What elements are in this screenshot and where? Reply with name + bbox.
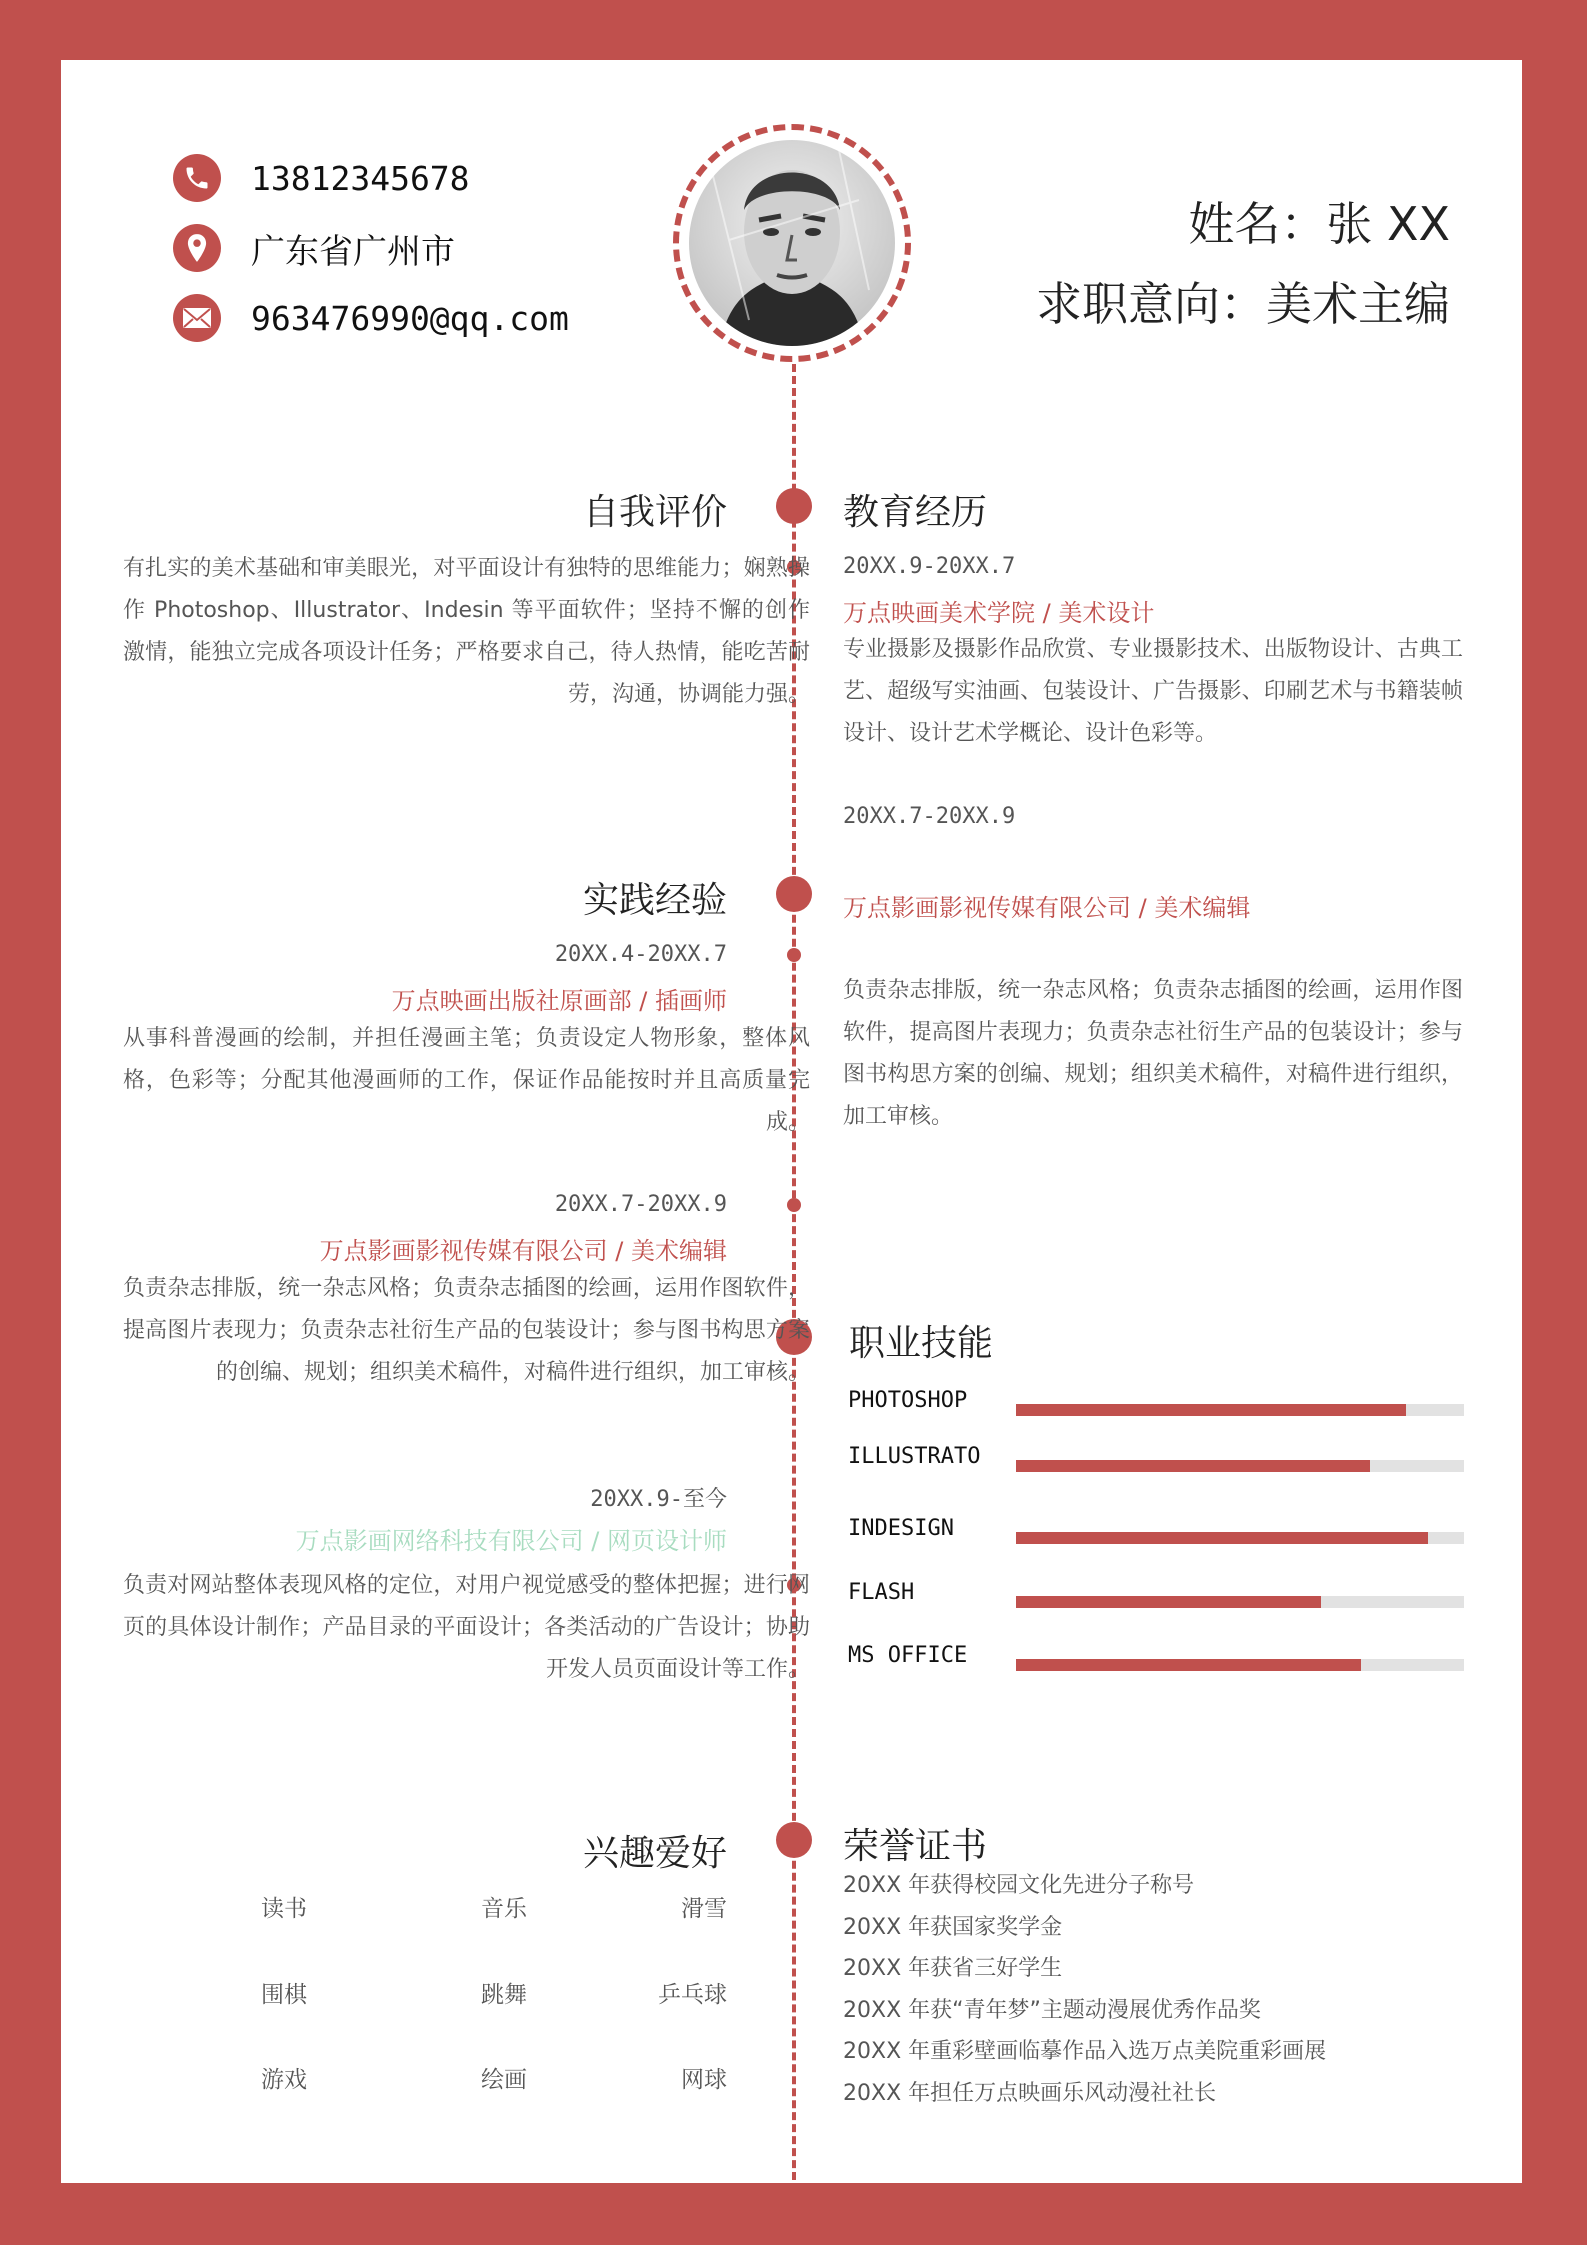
contact-phone xyxy=(173,153,470,203)
education-title: 教育经历 xyxy=(843,492,988,533)
portrait-photo xyxy=(689,140,895,346)
practice-desc: 从事科普漫画的绘制，并担任漫画主笔；负责设定人物形象，整体风格，色彩等；分配其他漫画师的工作，保证作品能按时并且高质量完成。 xyxy=(123,1026,810,1135)
education-date: 20XX.7-20XX.9 xyxy=(843,804,1016,829)
honor-item: 20XX 年重彩壁画临摹作品入选万点美院重彩画展 xyxy=(843,2039,1327,2064)
education-desc: 负责杂志排版，统一杂志风格；负责杂志插图的绘画，运用作图软件，提高图片表现力；负责杂志社衍生产品的包装设计；参与图书构思方案的创编、规划；组织美术稿件，对稿件进行组织，加工审核。 xyxy=(843,978,1463,1129)
skill-bar-track xyxy=(1016,1596,1464,1608)
timeline-dot xyxy=(787,948,801,962)
honor-item: 20XX 年获得校园文化先进分子称号 xyxy=(843,1873,1195,1898)
avatar xyxy=(673,124,911,362)
phone-number: 13812345678 xyxy=(251,158,470,198)
practice-org: 万点影画网络科技有限公司 / 网页设计师 xyxy=(295,1527,727,1555)
practice-org: 万点映画出版社原画部 / 插画师 xyxy=(391,987,727,1015)
skill-label: FLASH xyxy=(848,1580,915,1605)
contact-email xyxy=(173,293,569,343)
skills-title: 职业技能 xyxy=(849,1323,994,1364)
self-eval-title: 自我评价 xyxy=(582,492,727,533)
education-org: 万点影画影视传媒有限公司 / 美术编辑 xyxy=(843,894,1251,922)
location-pin-icon xyxy=(173,224,221,272)
honors-title: 荣誉证书 xyxy=(843,1826,988,1867)
hobby-item: 跳舞 xyxy=(481,1982,527,2008)
hobby-item: 音乐 xyxy=(481,1896,527,1922)
timeline-dot xyxy=(776,488,812,524)
self-eval-text: 有扎实的美术基础和审美眼光，对平面设计有独特的思维能力；娴熟操作 Photoshop、Illustrator、Indesin 等平面软件；坚持不懈的创作激情，能独立完成各项设计任务；严格要求自己，待人热情，能吃苦耐劳，沟通，协调能力强。 xyxy=(123,556,810,707)
practice-date: 20XX.4-20XX.7 xyxy=(554,942,727,967)
hobby-item: 绘画 xyxy=(481,2067,527,2093)
name-title: 姓名：张 XX xyxy=(1188,197,1450,251)
timeline-dot xyxy=(787,1198,801,1212)
practice-title: 实践经验 xyxy=(582,880,727,921)
location-text: 广东省广州市 xyxy=(251,231,455,272)
honor-item: 20XX 年获省三好学生 xyxy=(843,1956,1063,1981)
contact-location xyxy=(173,223,455,273)
practice-date: 20XX.7-20XX.9 xyxy=(554,1192,727,1217)
education-org: 万点映画美术学院 / 美术设计 xyxy=(843,599,1155,627)
hobby-item: 滑雪 xyxy=(681,1896,727,1922)
skill-label: INDESIGN xyxy=(848,1516,954,1541)
job-objective: 求职意向：美术主编 xyxy=(1036,277,1450,331)
practice-date: 20XX.9-至今 xyxy=(590,1487,727,1512)
hobby-item: 围棋 xyxy=(261,1982,307,2008)
resume-page xyxy=(61,60,1522,2183)
skill-bar-fill xyxy=(1016,1596,1321,1608)
skill-bar-track xyxy=(1016,1404,1464,1416)
honor-item: 20XX 年获国家奖学金 xyxy=(843,1914,1063,1940)
skill-bar-track xyxy=(1016,1460,1464,1472)
email-text: 963476990@qq.com xyxy=(251,298,569,338)
skill-bar-fill xyxy=(1016,1532,1428,1544)
skill-bar-track xyxy=(1016,1532,1464,1544)
hobby-item: 乒乓球 xyxy=(658,1982,727,2008)
practice-desc: 负责对网站整体表现风格的定位，对用户视觉感受的整体把握；进行网页的具体设计制作；产品目录的平面设计；各类活动的广告设计；协助开发人员页面设计等工作。 xyxy=(123,1573,810,1682)
education-desc: 专业摄影及摄影作品欣赏、专业摄影技术、出版物设计、古典工艺、超级写实油画、包装设计、广告摄影、印刷艺术与书籍装帧设计、设计艺术学概论、设计色彩等。 xyxy=(843,637,1463,746)
envelope-icon xyxy=(173,294,221,342)
skill-label: PHOTOSHOP xyxy=(848,1388,968,1413)
hobby-item: 游戏 xyxy=(261,2067,307,2093)
education-date: 20XX.9-20XX.7 xyxy=(843,554,1016,579)
skill-bar-track xyxy=(1016,1659,1464,1671)
hobbies-title: 兴趣爱好 xyxy=(582,1833,727,1874)
skill-bar-fill xyxy=(1016,1460,1370,1472)
timeline-dot xyxy=(776,1822,812,1858)
skill-label: MS OFFICE xyxy=(848,1643,968,1668)
practice-desc: 负责杂志排版，统一杂志风格；负责杂志插图的绘画，运用作图软件，提高图片表现力；负责杂志社衍生产品的包装设计；参与图书构思方案的创编、规划；组织美术稿件，对稿件进行组织，加工审核。 xyxy=(123,1276,810,1385)
skill-bar-fill xyxy=(1016,1404,1406,1416)
skill-label: ILLUSTRATO xyxy=(848,1444,981,1469)
honor-item: 20XX 年担任万点映画乐风动漫社社长 xyxy=(843,2080,1217,2106)
phone-icon xyxy=(173,154,221,202)
skill-bar-fill xyxy=(1016,1659,1361,1671)
hobby-item: 读书 xyxy=(261,1896,307,1922)
hobby-item: 网球 xyxy=(681,2067,727,2093)
practice-org: 万点影画影视传媒有限公司 / 美术编辑 xyxy=(319,1237,727,1265)
honor-item: 20XX 年获“青年梦”主题动漫展优秀作品奖 xyxy=(843,1997,1261,2023)
timeline-dot xyxy=(776,876,812,912)
